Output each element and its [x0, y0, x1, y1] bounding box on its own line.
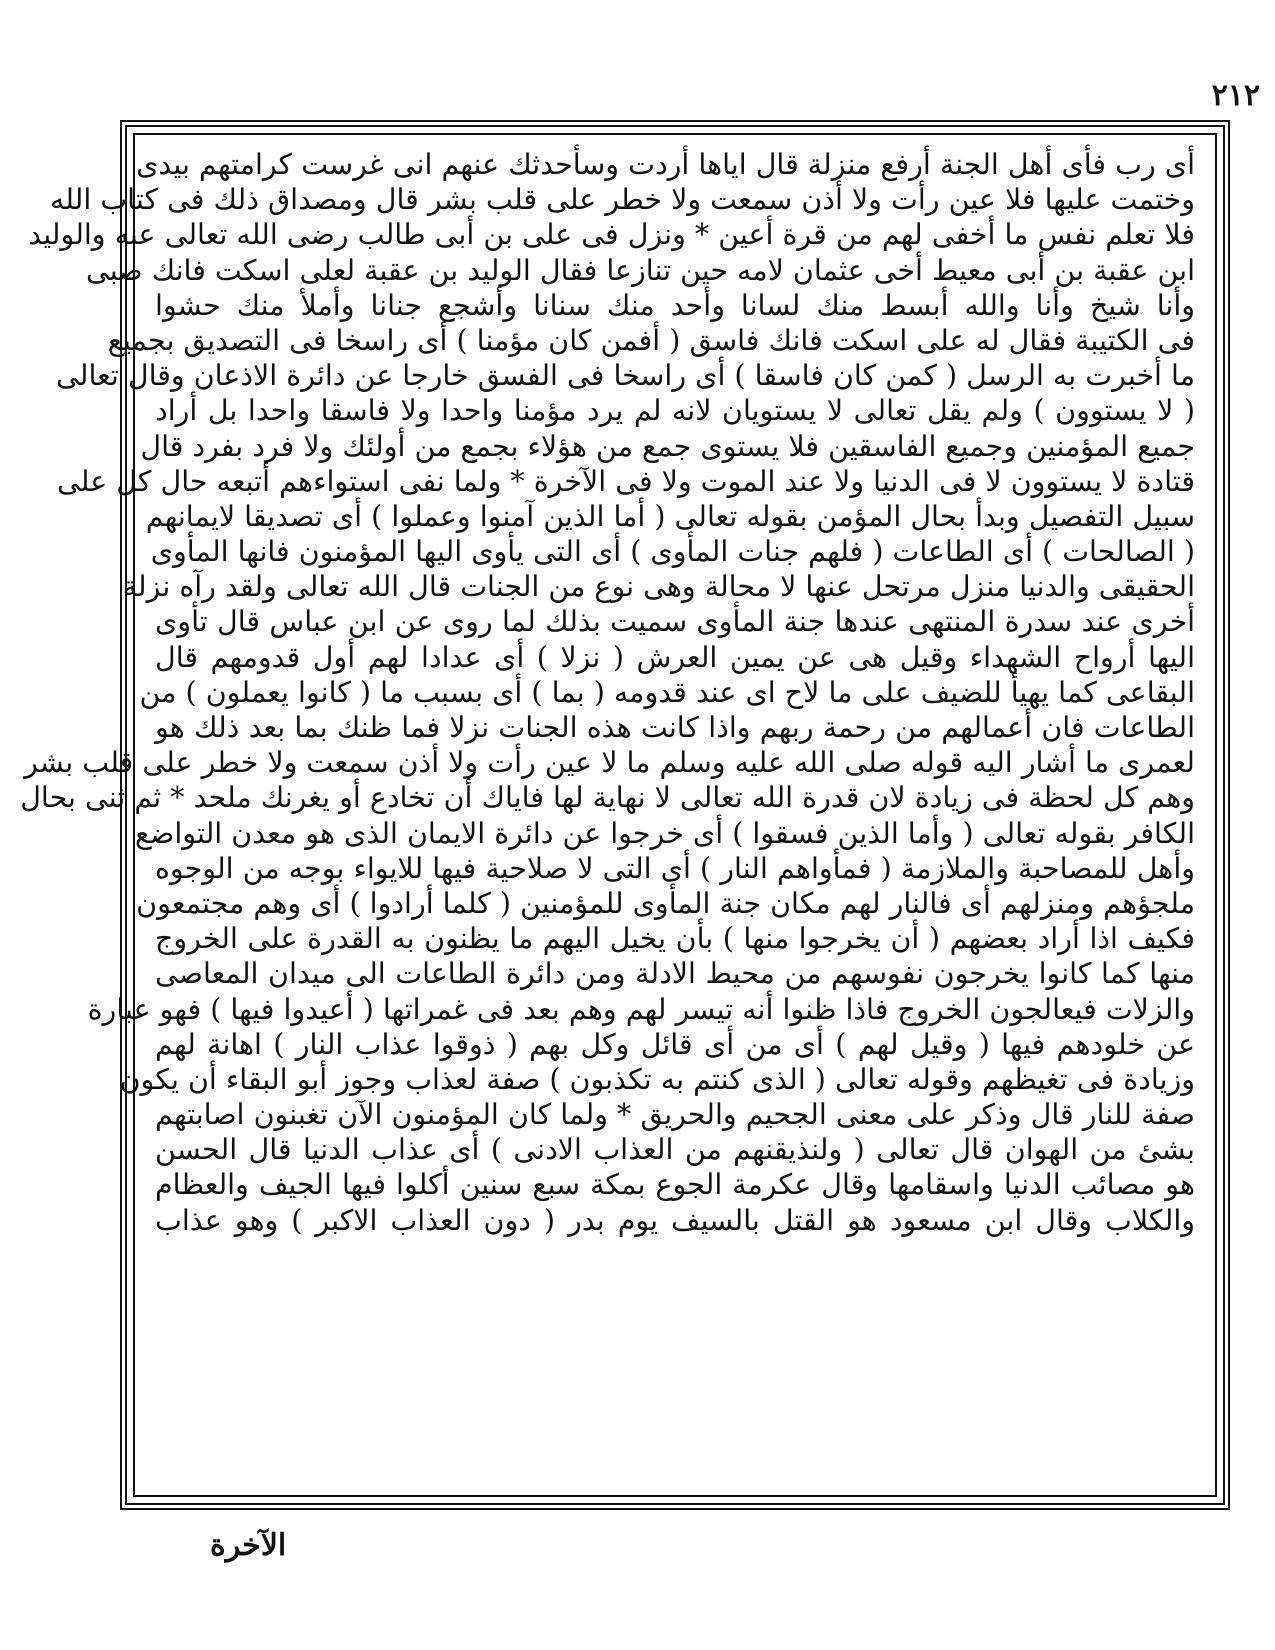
page-frame-inner — [20, 133, 1217, 1497]
text-line: وأنا شيخ وأنا والله أبسط منك لسانا وأحد منك سنانا وأشجع جنانا وأملأ منك حشوا — [155, 288, 1195, 322]
text-line: سبيل التفصيل وبدأ بحال المؤمن بقوله تعالى ( أما الذين آمنوا وعملوا ) أى تصديقا لايمانهم — [145, 499, 1195, 533]
text-line: فلا تعلم نفس ما أخفى لهم من قرة أعين * ونزل فى على بن أبى طالب رضى الله تعالى عنه والوليد — [28, 218, 1195, 252]
text-line: قتادة لا يستوون لا فى الدنيا ولا عند الموت ولا فى الآخرة * ولما نفى استواءهم أتبعه حال كل على — [57, 464, 1195, 498]
text-body — [20, 147, 1195, 1238]
text-line: البقاعى كما يهيأ للضيف على ما لاح اى عند قدومه ( بما ) أى بسبب ما ( كانوا يعملون ) من — [139, 675, 1195, 709]
text-line: الطاعات فان أعمالهم من رحمة ربهم واذا كانت هذه الجنات نزلا فما ظنك بما بعد ذلك هو — [155, 711, 1195, 744]
text-line: ابن عقبة بن أبى معيط أخى عثمان لامه حين تنازعا فقال الوليد بن عقبة لعلى اسكت فانك صبى — [85, 253, 1195, 287]
text-line: لعمرى ما أشار اليه قوله صلى الله عليه وسلم ما لا عين رأت ولا أذن سمعت ولا خطر على قلب بشر — [24, 746, 1195, 780]
text-line: ملجؤهم ومنزلهم أى فالنار لهم مكان جنة المأوى للمؤمنين ( كلما أرادوا ) أى وهم مجتمعون — [136, 886, 1195, 920]
text-line: بشئ من الهوان قال تعالى ( ولنذيقنهم من العذاب الادنى ) أى عذاب الدنيا قال الحسن — [155, 1133, 1195, 1167]
text-line: منها كما كانوا يخرجون نفوسهم من محيط الادلة ومن دائرة الطاعات الى ميدان المعاصى — [155, 957, 1195, 991]
page-number: ٢١٢ — [1211, 78, 1260, 113]
text-line: عن خلودهم فيها ( وقيل لهم ) أى من أى قائل وكل بهم ( ذوقوا عذاب النار ) اهانة لهم — [155, 1027, 1195, 1061]
text-line: أى رب فأى أهل الجنة أرفع منزلة قال اياها أردت وسأحدثك عنهم انى غرست كرامتهم بيدى — [136, 148, 1195, 181]
text-line: وختمت عليها فلا عين رأت ولا أذن سمعت ولا خطر على قلب بشر قال ومصداق ذلك فى كتاب الله — [49, 183, 1195, 217]
text-line: فى الكتيبة فقال له على اسكت فانك فاسق ( أفمن كان مؤمنا ) أى راسخا فى التصديق بجميع — [107, 323, 1195, 357]
text-line: وهم كل لحظة فى زيادة لان قدرة الله تعالى لا نهاية لها فاياك أن تخادع أو يغرنك ملحد * ثم ثنى بحال — [20, 781, 1195, 815]
text-line: جميع المؤمنين وجميع الفاسقين فلا يستوى جمع من هؤلاء بجمع من أولئك ولا فرد بفرد قال — [140, 429, 1195, 463]
text-line: وأهل للمصاحبة والملازمة ( فمأواهم النار ) أى التى لا صلاحية فيها للايواء بوجه من الوجوه — [155, 851, 1195, 885]
catchword: الآخرة — [210, 1528, 287, 1563]
text-line: الحقيقى والدنيا منزل مرتحل عنها لا محالة وهى نوع من الجنات قال الله تعالى ولقد رآه نزلة — [122, 570, 1195, 604]
text-line: ما أخبرت به الرسل ( كمن كان فاسقا ) أى راسخا فى الفسق خارجا عن دائرة الاذعان وقال تعالى — [56, 359, 1195, 393]
text-line: ( لا يستوون ) ولم يقل تعالى لا يستويان لانه لم يرد مؤمنا واحدا ولا فاسقا واحدا بل أراد — [155, 394, 1195, 428]
text-line: والزلات فيعالجون الخروج فاذا ظنوا أنه تيسر لهم وهم بعد فى غمراتها ( أعيدوا فيها ) فهو عبارة — [87, 992, 1195, 1026]
text-line: والكلاب وقال ابن مسعود هو القتل بالسيف يوم بدر ( دون العذاب الاكبر ) وهو عذاب — [155, 1203, 1195, 1237]
page-frame — [20, 120, 1230, 1510]
text-line: وزيادة فى تغيظهم وقوله تعالى ( الذى كنتم به تكذبون ) صفة لعذاب وجوز أبو البقاء أن يكون — [119, 1062, 1195, 1096]
text-line: ( الصالحات ) أى الطاعات ( فلهم جنات المأوى ) أى التى يأوى اليها المؤمنون فانها المأوى — [150, 535, 1195, 569]
text-line: هو مصائب الدنيا واسقامها وقال عكرمة الجوع بمكة سبع سنين أكلوا فيها الجيف والعظام — [155, 1168, 1195, 1202]
text-line: فكيف اذا أراد بعضهم ( أن يخرجوا منها ) بأن يخيل اليهم ما يظنون به القدرة على الخروج — [155, 922, 1195, 956]
text-line: اليها أرواح الشهداء وقيل هى عن يمين العرش ( نزلا ) أى عدادا لهم أول قدومهم قال — [155, 640, 1195, 674]
text-line: الكافر بقوله تعالى ( وأما الذين فسقوا ) أى خرجوا عن دائرة الايمان الذى هو معدن التواضع — [135, 816, 1195, 850]
text-line: صفة للنار قال وذكر على معنى الجحيم والحريق * ولما كان المؤمنون الآن تغبنون اصابتهم — [155, 1098, 1195, 1132]
text-line: أخرى عند سدرة المنتهى عندها جنة المأوى سميت بذلك لما روى عن ابن عباس قال تأوى — [155, 605, 1195, 639]
